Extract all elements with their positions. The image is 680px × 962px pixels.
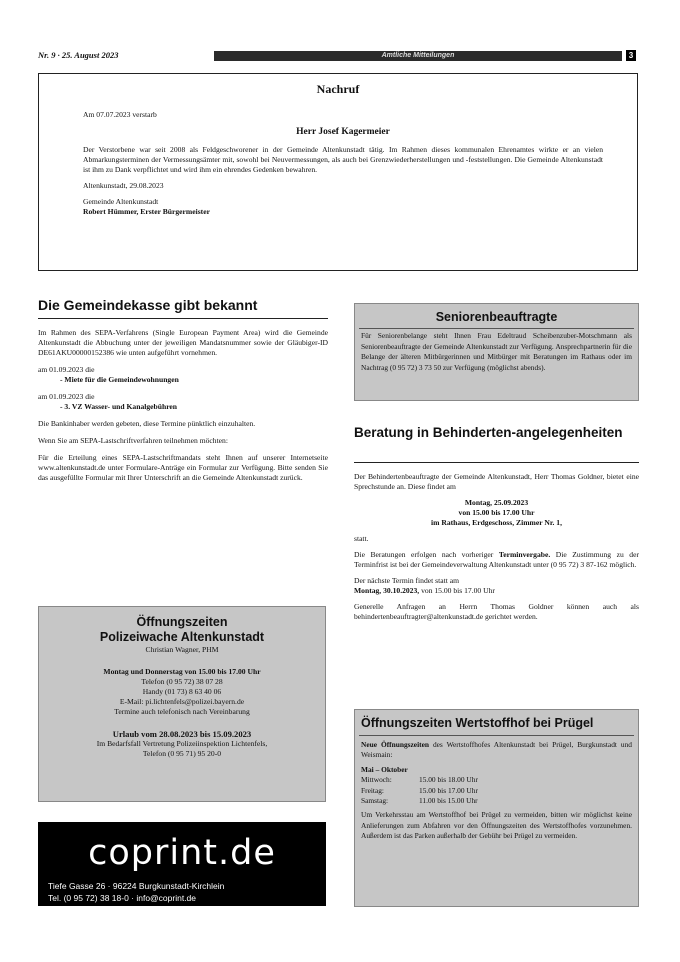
wertstoff-title: Öffnungszeiten Wertstoffhof bei Prügel (361, 716, 594, 730)
beratung-p3-time: von 15.00 bis 17.00 Uhr (421, 586, 495, 596)
wertstoff-intro-bold: Neue Öffnungszeiten (361, 740, 429, 749)
coprint-phone: Tel. (0 95 72) 38 18-0 · info@coprint.de (48, 893, 197, 903)
obituary-date-line: Am 07.07.2023 verstarb (83, 110, 157, 119)
page-header (38, 50, 636, 61)
hours-day: Samstag: (361, 796, 389, 806)
obituary-signature-org: Gemeinde Altenkunstadt (83, 196, 159, 206)
gemeindekasse-item2-date: am 01.09.2023 die (38, 392, 95, 402)
hours-day: Freitag: (361, 785, 384, 795)
police-phone: Telefon (0 95 72) 38 07 28 (141, 677, 223, 686)
police-title-2: Polizeiwache Altenkunstadt (99, 630, 265, 644)
beratung-divider (354, 462, 639, 463)
police-vacation-note: Im Bedarfsfall Vertretung Polizeiinspektion Lichtenfels, (96, 739, 268, 748)
beratung-p2-b: Die Zustimmung zu der Terminfrist ist bei der Gemeindeverwaltung Altenkunstadt unter (0 95 72) 3 87-162 möglich. (354, 550, 639, 570)
gemeindekasse-p3: Wenn Sie am SEPA-Lastschriftverfahren teilnehmen möchten: (38, 436, 228, 446)
senior-box (354, 303, 639, 401)
wertstoff-note: Um Verkehrsstau am Wertstoffhof bei Prügel zu vermeiden, bitten wir möglichst keine Anlieferungen zum Abfahren vor den Öffnungszeiten des Wertstoffhofes vorzunehmen. Außerdem ist das Parken außerhalb der Gebühr bei Prügel zu vermeiden. (361, 810, 632, 841)
coprint-ad (38, 822, 326, 906)
hours-time: 11.00 bis 15.00 Uhr (419, 796, 478, 806)
beratung-p3: Der nächste Termin findet statt am (354, 576, 459, 586)
police-hours: Montag und Donnerstag von 15.00 bis 17.00 Uhr (103, 667, 261, 676)
police-appointments: Termine auch telefonisch nach Vereinbarung (114, 707, 250, 716)
beratung-p4: Generelle Anfragen an Herrn Thomas Goldner können auch als behindertenbeauftragter@altenkunstadt.de gerichtet werden. (354, 602, 639, 622)
wertstoff-divider (359, 735, 634, 736)
hours-time: 15.00 bis 18.00 Uhr (419, 775, 478, 785)
beratung-place: im Rathaus, Erdgeschoss, Zimmer Nr. 1, (431, 518, 562, 528)
gemeindekasse-p4: Für die Erteilung eines SEPA-Lastschriftmandats steht Ihnen auf unserer Internetseite www.altenkunstadt.de unter Formulare-Anträge ein Formular zur Verfügung. Bitte senden Sie das ausgefüllte Formular mit Ihrer Unterschrift an die Gemeinde Altenkunstadt zurück. (38, 453, 328, 483)
gemeindekasse-intro: Im Rahmen des SEPA-Verfahrens (Single European Payment Area) wird die Gemeinde Altenkunstadt die Abbuchung unter der jeweiligen Mandatsnummer sowie der Gläubiger-ID DE61AKU00000152386 wie unten aufgeführt vornehmen. (38, 328, 328, 358)
hours-row (361, 775, 632, 785)
hours-day: Mittwoch: (361, 775, 392, 785)
obituary-place-date: Altenkunstadt, 29.08.2023 (83, 180, 164, 190)
beratung-body (354, 472, 639, 628)
gemeindekasse-body (38, 328, 328, 490)
beratung-p2-bold: Terminvergabe. (498, 550, 551, 560)
police-title-1: Öffnungszeiten (136, 615, 228, 629)
beratung-date: Montag, 25.09.2023 (464, 498, 529, 508)
wertstoff-season: Mai – Oktober (361, 764, 408, 774)
police-box (38, 606, 326, 802)
coprint-logo: coprint.de (88, 833, 276, 873)
police-vacation: Urlaub vom 28.08.2023 bis 15.09.2023 (112, 729, 252, 739)
gemeindekasse-p2: Die Bankinhaber werden gebeten, diese Termine pünktlich einzuhalten. (38, 419, 256, 429)
beratung-p2-a: Die Beratungen erfolgen nach vorheriger (354, 550, 494, 560)
police-vacation-phone: Telefon (0 95 71) 95 20-0 (142, 749, 222, 758)
issue-label: Nr. 9 · 25. August 2023 (38, 50, 119, 60)
wertstoff-intro: des Wertstoffhofes Altenkunstadt bei Prügel, Burgkunstadt und Weismain: (361, 740, 632, 760)
beratung-title: Beratung in Behinderten-angelegenheiten (354, 425, 623, 440)
hours-time: 15.00 bis 17.00 Uhr (419, 785, 478, 795)
coprint-contact (48, 880, 224, 904)
obituary-box (38, 73, 638, 271)
wertstoff-body (355, 740, 638, 842)
wertstoff-box (354, 709, 639, 907)
hours-row (361, 786, 632, 796)
police-officer: Christian Wagner, PHM (145, 645, 219, 654)
obituary-signature-name: Robert Hümmer, Erster Bürgermeister (83, 206, 210, 216)
senior-title: Seniorenbeauftragte (435, 310, 558, 324)
senior-text: Für Seniorenbelange steht Ihnen Frau Edeltraud Scheibenzuber-Motschmann als Seniorenbeauftragte der Gemeinde Altenkunstadt zur Verfügung. Ansprechpartnerin für die Belange der älteren Mitbürgerinnen und Mitbürger mit Beratungen im Rathaus oder im Nachtrag (0 95 72) 3 73 50 zur Verfügung (möglichst abends). (361, 331, 632, 372)
gemeindekasse-item2-label: - 3. VZ Wasser- und Kanalgebühren (60, 402, 178, 412)
obituary-body (83, 110, 603, 223)
gemeindekasse-divider (38, 318, 328, 319)
gemeindekasse-item1-label: - Miete für die Gemeindewohnungen (60, 375, 179, 385)
police-mobile: Handy (01 73) 8 63 40 06 (142, 687, 222, 696)
header-bar: Amtliche Mitteilungen (214, 51, 622, 61)
obituary-name: Herr Josef Kagermeier (296, 127, 390, 138)
gemeindekasse-title: Die Gemeindekasse gibt bekannt (38, 297, 258, 313)
obituary-text: Der Verstorbene war seit 2008 als Feldgeschworener in der Gemeinde Altenkunstadt tätig. Im Rahmen dieses kommunalen Ehrenamtes wirkte er an vielen Abmarkungsterminen der Vermessungsämter mit, sowohl bei Neuvermessungen, als auch bei Grenzwiederherstellungen und -feststellungen. Die Gemeinde Altenkunstadt ist ihm zu Dank verpflichtet und wird ihm ein ehrendes Gedenken bewahren. (83, 144, 603, 174)
gemeindekasse-item1-date: am 01.09.2023 die (38, 365, 95, 375)
beratung-intro: Der Behindertenbeauftragte der Gemeinde Altenkunstadt, Herr Thomas Goldner, bietet eine Sprechstunde an. Diese findet am (354, 472, 639, 492)
beratung-time: von 15.00 bis 17.00 Uhr (458, 508, 535, 518)
hours-row (361, 796, 632, 806)
beratung-p3-date: Montag, 30.10.2023, (354, 586, 420, 596)
senior-divider (359, 328, 634, 329)
page-number: 3 (626, 50, 636, 61)
obituary-title: Nachruf (316, 82, 360, 96)
beratung-statt: statt. (354, 534, 369, 544)
coprint-address: Tiefe Gasse 26 · 96224 Burgkunstadt-Kirchlein (48, 881, 225, 891)
police-email: E-Mail: pi.lichtenfels@polizei.bayern.de (119, 697, 245, 706)
